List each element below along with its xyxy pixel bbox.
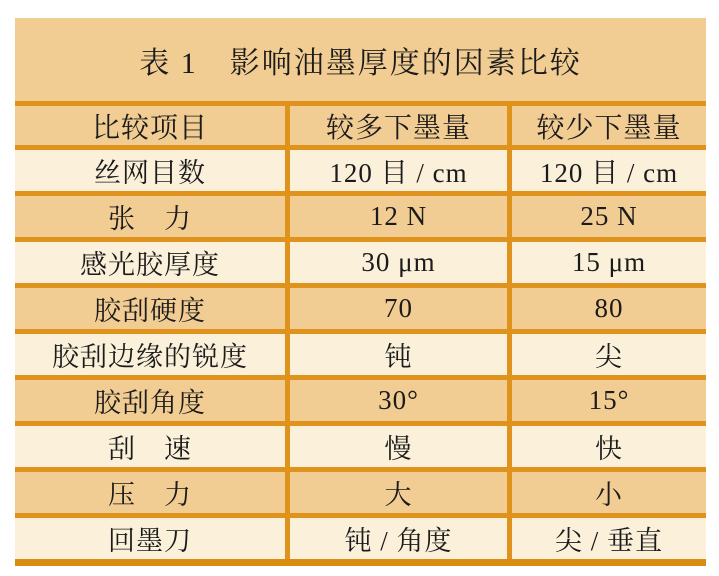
column-header-more-ink: 较多下墨量 (290, 106, 507, 145)
cell-value: 尖 (512, 334, 706, 375)
cell-value: 25 N (512, 196, 706, 237)
row-label: 丝网目数 (15, 150, 285, 191)
column-header-less-ink: 较少下墨量 (512, 106, 706, 145)
cell-value: 钝 / 角度 (290, 518, 507, 559)
table-title: 表 1 影响油墨厚度的因素比较 (15, 18, 706, 101)
comparison-table (15, 18, 706, 566)
cell-value: 小 (512, 472, 706, 513)
cell-value: 15° (512, 380, 706, 421)
cell-value: 慢 (290, 426, 507, 467)
column-header-compare-item: 比较项目 (15, 106, 285, 145)
cell-value: 70 (290, 288, 507, 329)
cell-value: 80 (512, 288, 706, 329)
cell-value: 钝 (290, 334, 507, 375)
cell-value: 30 μm (290, 242, 507, 283)
cell-value: 120 目 / cm (290, 150, 507, 191)
cell-value: 15 μm (512, 242, 706, 283)
cell-value: 12 N (290, 196, 507, 237)
row-label: 胶刮角度 (15, 380, 285, 421)
cell-value: 大 (290, 472, 507, 513)
row-label: 胶刮边缘的锐度 (15, 334, 285, 375)
row-label: 胶刮硬度 (15, 288, 285, 329)
row-label: 刮 速 (15, 426, 285, 467)
row-label: 感光胶厚度 (15, 242, 285, 283)
cell-value: 30° (290, 380, 507, 421)
row-label: 回墨刀 (15, 518, 285, 559)
cell-value: 120 目 / cm (512, 150, 706, 191)
cell-value: 尖 / 垂直 (512, 518, 706, 559)
row-label: 压 力 (15, 472, 285, 513)
row-label: 张 力 (15, 196, 285, 237)
cell-value: 快 (512, 426, 706, 467)
